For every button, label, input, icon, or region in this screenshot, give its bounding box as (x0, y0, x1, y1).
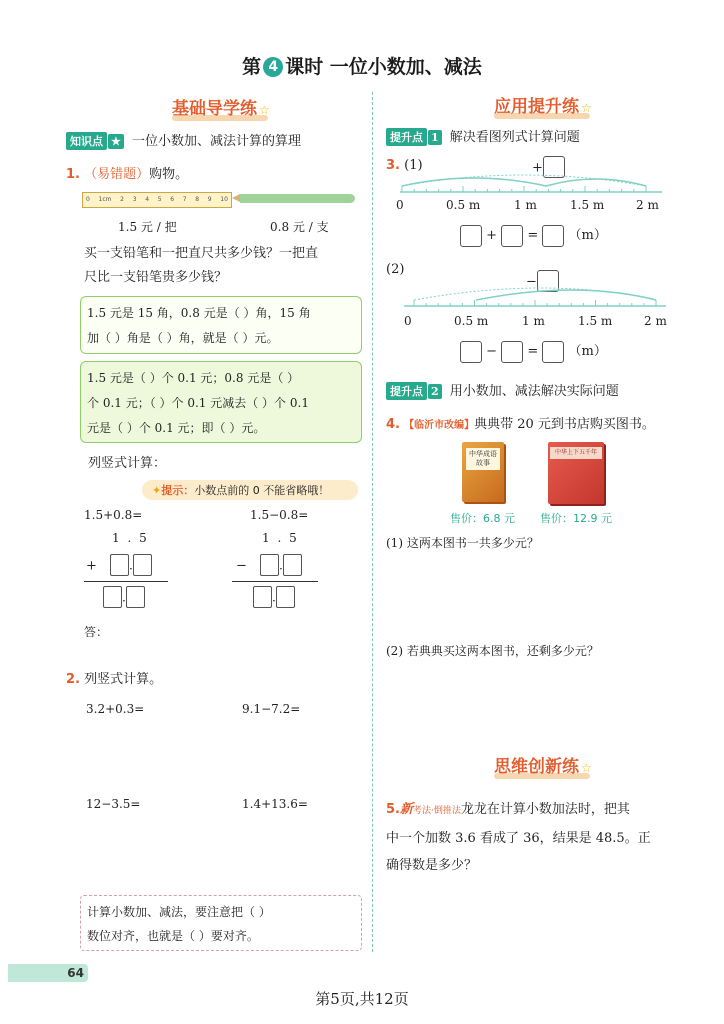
fill-line: 元是（ ）个 0.1 元；即（ ）元。 (87, 421, 266, 435)
q1-number: 1. (66, 167, 80, 182)
book-image-2 (548, 442, 604, 504)
section-creative-title: 思维创新练 (494, 757, 579, 777)
q3-heading (386, 158, 423, 173)
q2-text: 列竖式计算。 (84, 672, 163, 687)
fill-line: 个 0.1 元；（ ）个 0.1 元减去（ ）个 0.1 (87, 396, 309, 410)
star-icon: ☆ (581, 101, 592, 115)
q4-sub2: (2) 若典典买这两本图书，还剩多少元？ (386, 644, 599, 658)
fill-line: 1.5 元是 15 角，0.8 元是（ ）角，15 角 (87, 306, 311, 320)
ruler-mark: 5 (157, 196, 162, 203)
lightbulb-icon: ✦ (152, 484, 162, 497)
vertical-line (84, 581, 168, 582)
kp1-tag: 提升点 (386, 128, 427, 146)
section-basic-title: 基础导学练 (172, 99, 257, 119)
digit-box[interactable] (103, 586, 122, 608)
q3-part1-label: (1) (404, 158, 423, 173)
answer-box[interactable] (460, 341, 482, 363)
number-line-1-labels (396, 198, 672, 214)
q1-tag: （易错题） (84, 167, 150, 182)
pencil-image (240, 194, 355, 203)
digit-box[interactable] (126, 586, 145, 608)
digit-box[interactable] (110, 554, 129, 576)
unit-label: （m） (568, 344, 607, 359)
kp2-tag: 提升点 (386, 382, 427, 400)
number-line-2-labels (404, 314, 680, 330)
section-basic-header (172, 94, 270, 121)
ruler-mark: 9 (207, 196, 212, 203)
hint-label: 提示： (161, 484, 195, 497)
q3-number: 3. (386, 158, 400, 173)
tick-label: 0.5 m (446, 198, 481, 212)
book1-price: 售价：6.8 元 (450, 512, 515, 525)
plus-sign: + (486, 228, 498, 243)
arc-2 (546, 179, 646, 186)
vertical-digits: 1 . 5 (112, 531, 149, 545)
fill-line: 加（ ）角是（ ）角，就是（ ）元。 (87, 331, 279, 345)
book-image-1 (462, 442, 504, 502)
page-number-tab: 64 (8, 964, 88, 982)
tip-line: 数位对齐，也就是（ ）要对齐。 (87, 929, 259, 943)
unit-label: （m） (568, 228, 607, 243)
title-prefix: 第 (242, 56, 262, 78)
kp1-number: 1 (428, 130, 442, 145)
q1-intro: 购物。 (149, 167, 189, 182)
digit-box[interactable] (133, 554, 152, 576)
tip-line: 计算小数加、减法，要注意把（ ） (87, 905, 271, 919)
star-badge-icon: ★ (108, 134, 124, 149)
kp2-row (386, 380, 619, 400)
digit-box[interactable] (283, 554, 302, 576)
star-icon: ☆ (581, 761, 592, 775)
tick-label: 2 m (636, 198, 659, 212)
arc-total (414, 288, 656, 300)
answer-box[interactable] (542, 225, 564, 247)
kp1-row (386, 126, 580, 146)
vertical-line (232, 581, 318, 582)
digit-box[interactable] (260, 554, 279, 576)
fill-line: 1.5 元是（ ）个 0.1 元；0.8 元是（ ） (87, 371, 300, 385)
hint-text: 小数点前的 0 不能省略哦！ (194, 484, 330, 497)
q4-sub1: (1) 这两本图书一共多少元？ (386, 536, 539, 550)
knowledge-point-tag: 知识点 (66, 132, 107, 150)
ruler-mark: 8 (195, 196, 200, 203)
q4-heading (386, 413, 655, 432)
q3-eq-row-1 (460, 224, 607, 247)
q5-new-tag: 新 (399, 802, 413, 817)
answer-box[interactable] (542, 341, 564, 363)
ruler-mark: 2 (120, 196, 124, 203)
ruler-mark: 4 (145, 196, 150, 203)
tick-label: 1.5 m (570, 198, 605, 212)
ruler-mark: 6 (170, 196, 175, 203)
book2-title: 中华上下五千年 (550, 447, 602, 459)
digit-box[interactable] (253, 586, 272, 608)
column-divider (372, 92, 373, 952)
tip-box (80, 895, 362, 951)
q5-number: 5. (386, 802, 400, 817)
plus-sign: + (86, 558, 97, 574)
q5-line: 确得数是多少？ (386, 858, 478, 873)
q2-expr: 3.2+0.3= (86, 702, 145, 716)
q2-heading (66, 668, 162, 687)
tick-label: 1 m (514, 198, 537, 212)
q2-expr: 1.4+13.6= (242, 797, 308, 811)
q2-expr: 12−3.5= (86, 797, 141, 811)
section-creative-header (494, 752, 592, 779)
expr-1: 1.5+0.8= (84, 508, 143, 522)
tick-label: 2 m (644, 314, 667, 328)
q1-question-line: 尺比一支铅笔贵多少钱？ (84, 270, 228, 285)
q1-fill-box-1 (80, 296, 362, 354)
equals-sign: = (527, 228, 539, 243)
vertical-result-row: . (103, 586, 145, 608)
title-text: 课时 一位小数加、减法 (285, 56, 482, 78)
q2-number: 2. (66, 672, 80, 687)
q1-heading (66, 163, 188, 182)
vertical-sub-row: − . (236, 554, 302, 576)
pencil-price: 0.8 元 / 支 (270, 220, 329, 234)
q1-question (84, 242, 318, 290)
page-title (0, 52, 724, 79)
book2-price: 售价：12.9 元 (540, 512, 612, 525)
answer-box[interactable] (460, 225, 482, 247)
tick-label: 1.5 m (578, 314, 613, 328)
knowledge-point-title: 一位小数加、减法计算的算理 (132, 134, 302, 149)
answer-label: 答： (84, 625, 109, 639)
vertical-result-row: . (253, 586, 295, 608)
ruler-mark: 0 (86, 196, 90, 203)
q3-part2-label: (2) (386, 262, 405, 277)
number-line-2 (400, 286, 676, 316)
q1-question-line: 买一支铅笔和一把直尺共多少钱？一把直 (84, 246, 319, 261)
q3-eq-row-2 (460, 340, 607, 363)
ruler-image (82, 192, 232, 208)
ruler-mark: 10 (220, 196, 228, 203)
star-icon: ☆ (259, 103, 270, 117)
q4-number: 4. (386, 417, 400, 432)
tick-label: 1 m (522, 314, 545, 328)
tick-label: 0 (404, 314, 412, 328)
minus-sign: − (486, 344, 498, 359)
hint-bubble (142, 480, 358, 500)
digit-box[interactable] (276, 586, 295, 608)
tick-label: 0 (396, 198, 404, 212)
q4-source-tag: 【临沂市改编】 (404, 420, 475, 431)
vertical-add-row: + . (86, 554, 152, 576)
q2-expr: 9.1−7.2= (242, 702, 301, 716)
kp2-number: 2 (428, 384, 442, 399)
q5-line: 龙龙在计算小数加法时，把其 (460, 802, 630, 817)
ruler-mark: 7 (182, 196, 187, 203)
q5-method-tag: 考法·倒推法 (413, 806, 461, 816)
book1-title: 中华成语故事 (466, 448, 500, 470)
answer-box[interactable] (501, 225, 523, 247)
expr-2: 1.5−0.8= (250, 508, 309, 522)
vertical-digits: 1 . 5 (262, 531, 299, 545)
equals-sign: = (527, 344, 539, 359)
page-footer: 第5页,共12页 (315, 990, 409, 1008)
arc-total (402, 175, 646, 186)
vertical-calc-label: 列竖式计算： (88, 456, 167, 471)
section-apply-header (494, 92, 592, 119)
ruler-price: 1.5 元 / 把 (118, 220, 177, 234)
q4-text: 典典带 20 元到书店购买图书。 (474, 417, 655, 432)
q5-block (386, 796, 686, 879)
q1-fill-box-2 (80, 361, 362, 443)
kp2-title: 用小数加、减法解决实际问题 (449, 384, 619, 399)
section-apply-title: 应用提升练 (494, 97, 579, 117)
answer-box[interactable] (501, 341, 523, 363)
minus-sign: − (526, 274, 537, 290)
ruler-mark: 3 (132, 196, 137, 203)
plus-sign: + (532, 160, 543, 176)
minus-sign: − (236, 558, 247, 574)
lesson-number-badge: 4 (263, 57, 283, 77)
knowledge-point-row (66, 130, 301, 150)
kp1-title: 解决看图列式计算问题 (449, 130, 580, 145)
tick-label: 0.5 m (454, 314, 489, 328)
q5-line: 中一个加数 3.6 看成了 36，结果是 48.5。正 (386, 831, 651, 846)
ruler-mark: 1cm (98, 196, 112, 203)
